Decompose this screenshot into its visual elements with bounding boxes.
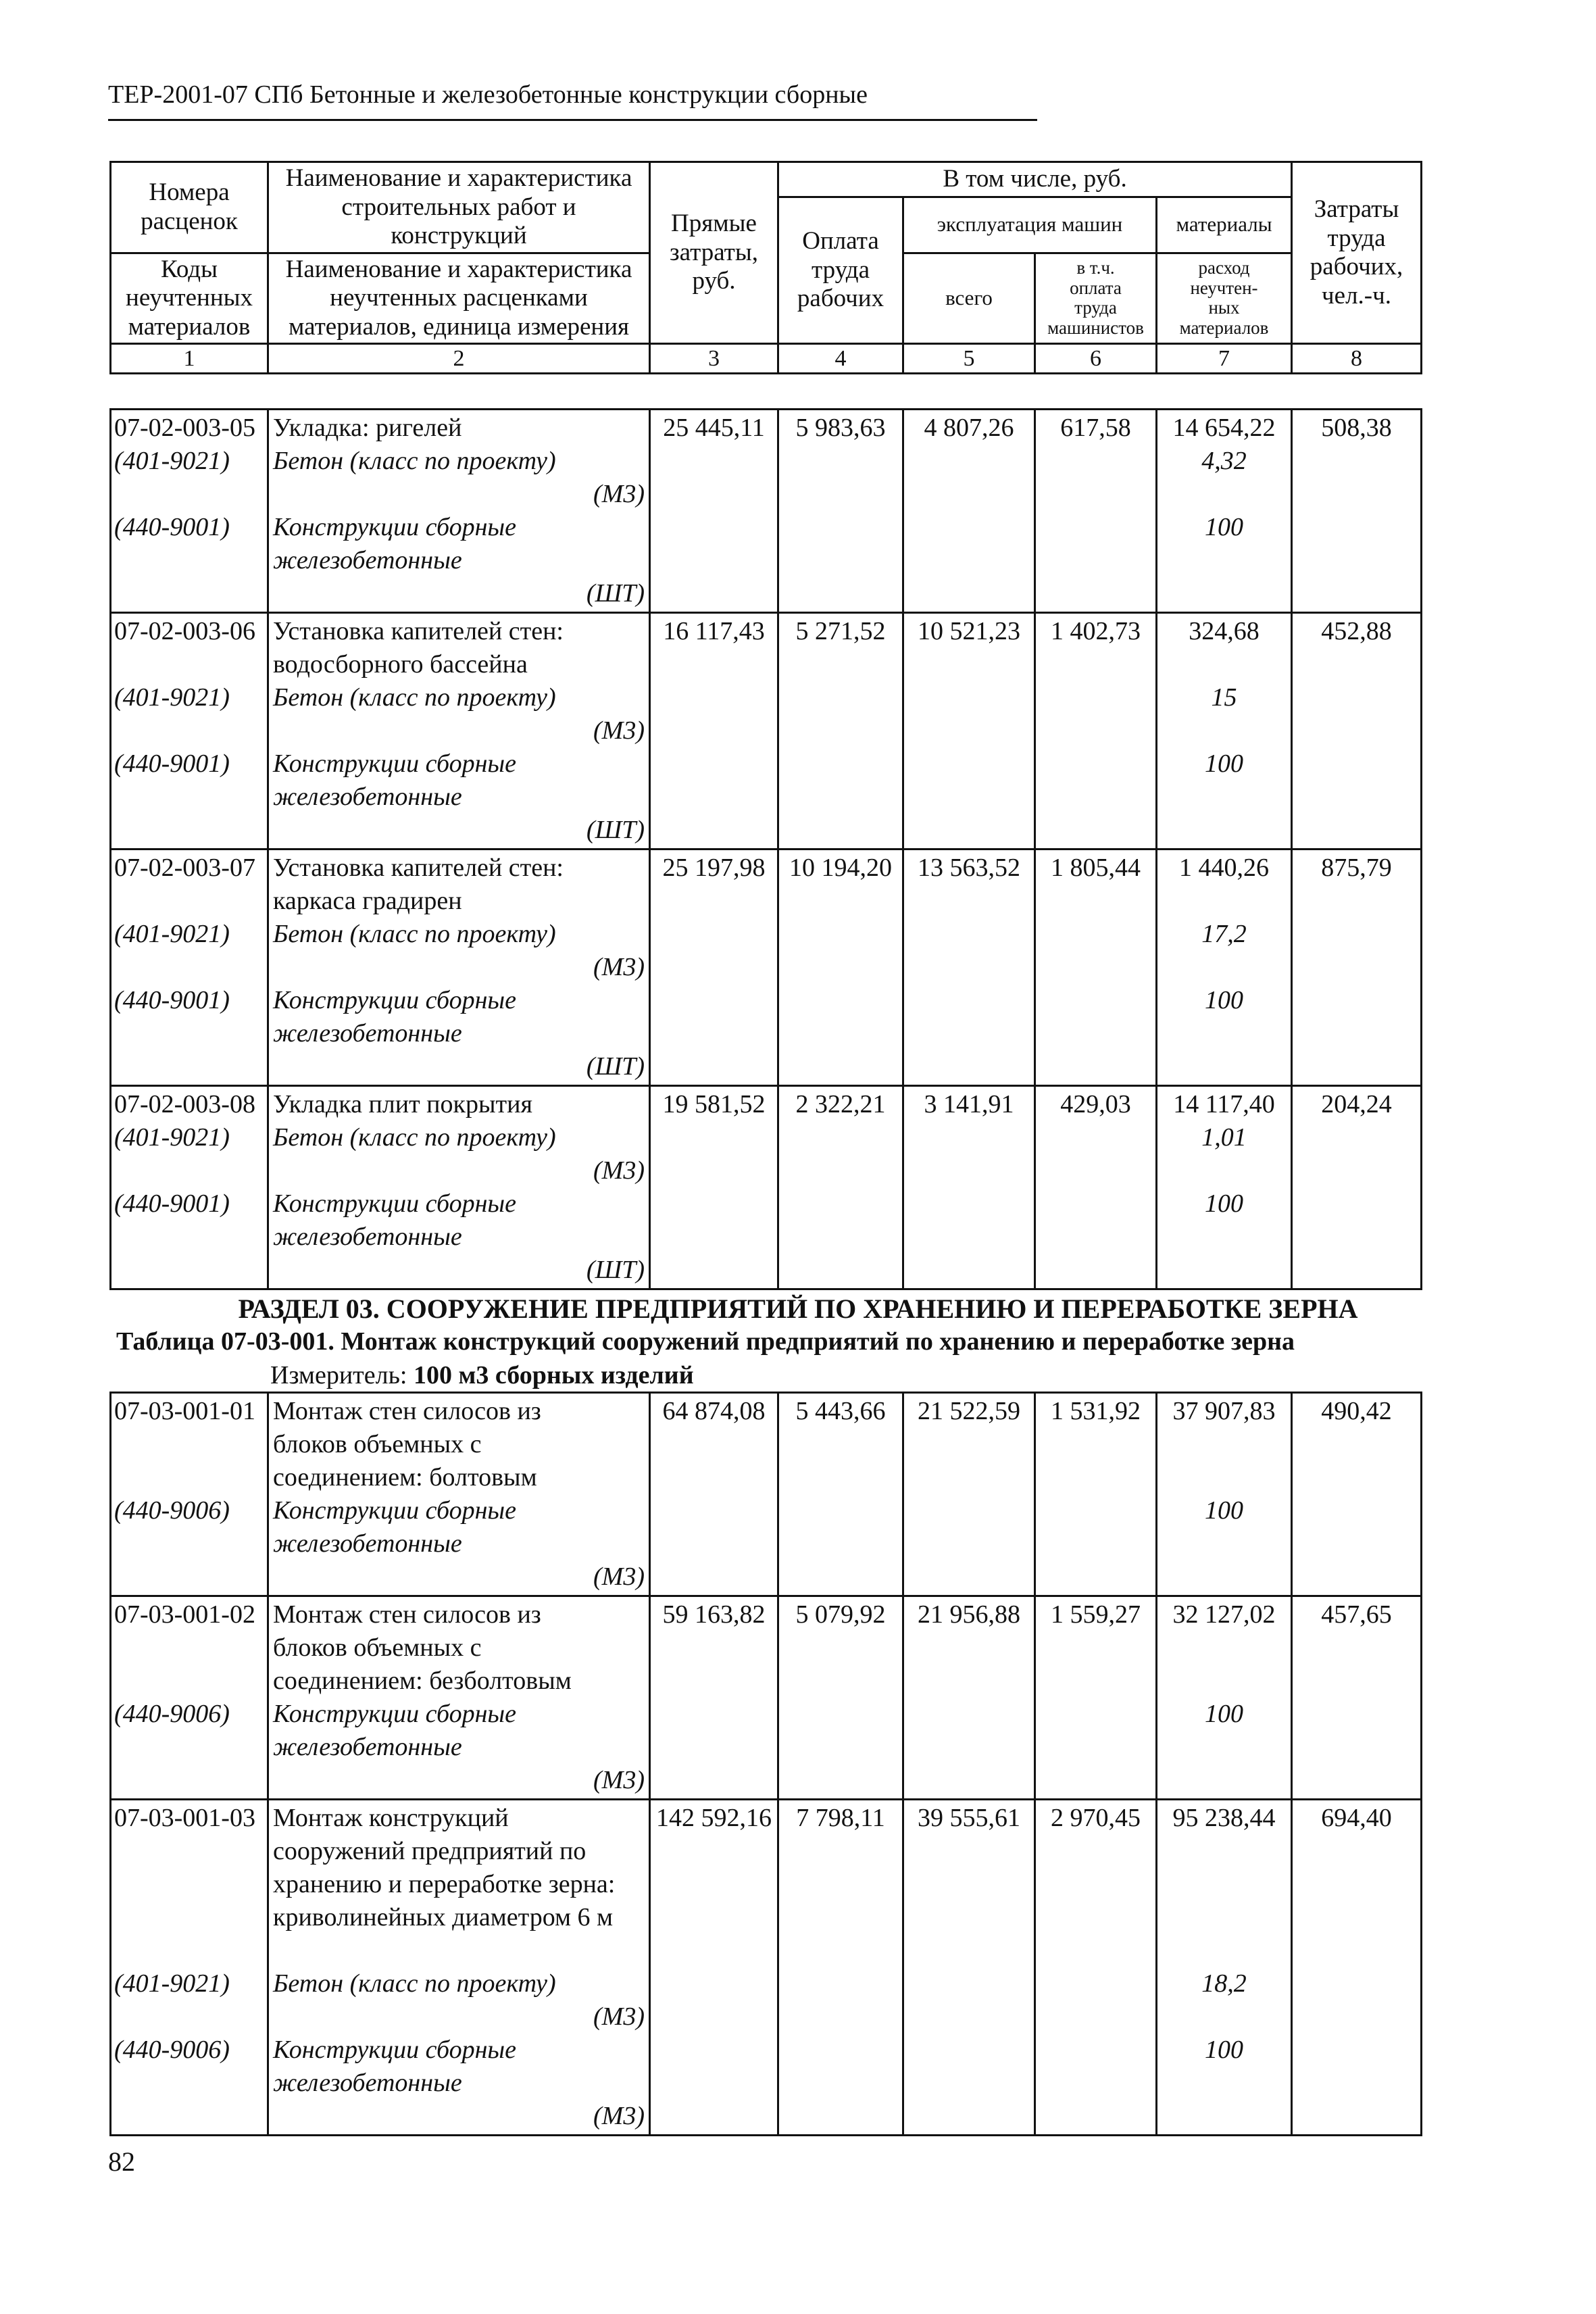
work-name-cell	[268, 410, 650, 613]
labor-cost: 875,79	[1321, 854, 1392, 882]
material-code: (440-9001)	[114, 513, 230, 541]
machines-group-header: эксплуатация машин	[903, 197, 1157, 253]
direct-costs: 16 117,43	[663, 617, 765, 645]
spacer	[1162, 1835, 1287, 1868]
spacer	[114, 814, 263, 847]
material-unit: (М3)	[593, 716, 645, 745]
materials-cell	[1157, 1596, 1292, 1800]
spacer	[114, 885, 263, 918]
direct-costs-cell	[650, 1086, 778, 1289]
material-consumption: 100	[1205, 513, 1243, 541]
work-name-line: Установка капителей стен:	[273, 854, 564, 882]
work-name-line: Укладка: ригелей	[273, 414, 462, 442]
direct-costs: 19 581,52	[662, 1090, 766, 1118]
table-title: Таблица 07-03-001. Монтаж конструкций сооружений предприятий по хранению и переработке зерна	[116, 1327, 1295, 1356]
material-consumption: 100	[1205, 2036, 1243, 2064]
work-name-line: блоков объемных с	[273, 1633, 482, 1662]
machines-cost-cell	[903, 1086, 1035, 1289]
machinist-wage-cell	[1035, 410, 1157, 613]
measure-line	[270, 1360, 694, 1390]
material-name-line: Бетон (класс по проекту)	[273, 683, 556, 712]
spacer	[1162, 1631, 1287, 1665]
machines-cost: 21 522,59	[918, 1397, 1020, 1425]
material-consumption: 100	[1205, 1189, 1243, 1218]
work-name-cell	[268, 850, 650, 1086]
spacer	[1162, 1461, 1287, 1494]
labor-cost-cell	[1292, 850, 1422, 1086]
table-row	[111, 613, 1422, 850]
material-unit: (ШТ)	[586, 1256, 645, 1284]
machines-cost: 13 563,52	[918, 854, 1020, 882]
wage-cost-cell	[778, 410, 903, 613]
material-name-line: Конструкции сборные	[273, 1700, 517, 1728]
machinist-wage: 617,58	[1060, 414, 1131, 442]
spacer	[273, 1934, 645, 1967]
labor-cost-cell	[1292, 1800, 1422, 2136]
material-unit: (М3)	[593, 1156, 645, 1185]
direct-costs: 59 163,82	[662, 1600, 766, 1629]
col-number-1: 1	[111, 344, 268, 374]
material-code: (440-9006)	[114, 2036, 230, 2064]
material-name-line: железобетонные	[273, 1529, 462, 1558]
rate-code-cell	[111, 613, 268, 850]
materials-cost: 1 440,26	[1179, 854, 1269, 882]
materials-cost: 32 127,02	[1172, 1600, 1276, 1629]
col-number-2: 2	[268, 344, 650, 374]
table-row	[111, 1086, 1422, 1289]
work-name-line: криволинейных диаметром 6 м	[273, 1903, 614, 1931]
work-name-line: Установка капителей стен:	[273, 617, 564, 645]
direct-costs-cell	[650, 1596, 778, 1800]
spacer	[114, 2067, 263, 2100]
materials-cell	[1157, 1393, 1292, 1596]
machinist-wage-cell	[1035, 1393, 1157, 1596]
spacer	[114, 2000, 263, 2034]
spacer	[1162, 2000, 1287, 2034]
material-name-line: Конструкции сборные	[273, 2036, 517, 2064]
material-name-line: железобетонные	[273, 546, 462, 574]
machinist-wage: 1 531,92	[1051, 1397, 1141, 1425]
rate-code: 07-02-003-07	[114, 854, 255, 882]
labor-cost: 508,38	[1321, 414, 1392, 442]
work-name-line: Монтаж стен силосов из	[273, 1600, 541, 1629]
col-number-7: 7	[1157, 344, 1292, 374]
direct-costs-cell	[650, 410, 778, 613]
material-unit: (М3)	[593, 1562, 645, 1591]
spacer	[114, 951, 263, 984]
spacer	[114, 544, 263, 577]
machines-cost-cell	[903, 1393, 1035, 1596]
work-name-line: Укладка плит покрытия	[273, 1090, 532, 1118]
spacer	[1162, 1050, 1287, 1083]
machines-cost-cell	[903, 1800, 1035, 2136]
labor-cost-cell	[1292, 1086, 1422, 1289]
work-name-line: блоков объемных с	[273, 1430, 482, 1458]
materials-group-header: материалы	[1157, 197, 1292, 253]
work-name-cell	[268, 613, 650, 850]
spacer	[114, 1017, 263, 1050]
material-consumption: 100	[1205, 1700, 1243, 1728]
material-name-line: Конструкции сборные	[273, 749, 517, 778]
rate-code: 07-02-003-08	[114, 1090, 255, 1118]
measure-label: Измеритель:	[270, 1361, 414, 1389]
col-rate-number-header: Номера расценок	[111, 162, 268, 253]
labor-cost-cell	[1292, 1596, 1422, 1800]
spacer	[1162, 478, 1287, 511]
work-name-line: Монтаж стен силосов из	[273, 1397, 541, 1425]
column-header-table	[109, 161, 1422, 374]
machinist-wage-cell	[1035, 1800, 1157, 2136]
work-name-cell	[268, 1086, 650, 1289]
spacer	[114, 2100, 263, 2133]
machinist-wage: 2 970,45	[1051, 1804, 1141, 1832]
machines-cost-cell	[903, 850, 1035, 1086]
labor-cost: 452,88	[1321, 617, 1392, 645]
machines-cost-cell	[903, 613, 1035, 850]
rate-code-cell	[111, 1800, 268, 2136]
col-number-6: 6	[1035, 344, 1157, 374]
spacer	[114, 577, 263, 610]
work-name-line: каркаса градирен	[273, 887, 462, 915]
material-code: (440-9006)	[114, 1700, 230, 1728]
material-name-line: Бетон (класс по проекту)	[273, 920, 556, 948]
spacer	[114, 1835, 263, 1868]
work-name-line: Монтаж конструкций	[273, 1804, 509, 1832]
page-header-title: ТЕР-2001-07 СПб Бетонные и железобетонные конструкции сборные	[108, 80, 868, 109]
material-consumption: 1,01	[1201, 1123, 1247, 1152]
labor-cost: 694,40	[1321, 1804, 1392, 1832]
machines-cost: 10 521,23	[918, 617, 1020, 645]
material-code: (401-9021)	[114, 1123, 230, 1152]
rate-code-cell	[111, 1596, 268, 1800]
material-name-line: железобетонные	[273, 1223, 462, 1251]
table-row	[111, 410, 1422, 613]
col-number-4: 4	[778, 344, 903, 374]
wage-cost: 10 194,20	[789, 854, 892, 882]
work-name-cell	[268, 1800, 650, 2136]
col-number-8: 8	[1292, 344, 1422, 374]
work-name-line: соединением: безболтовым	[273, 1667, 572, 1695]
spacer	[114, 714, 263, 747]
wage-cost-cell	[778, 1086, 903, 1289]
spacer	[1162, 1428, 1287, 1461]
work-name-line: хранению и переработке зерна:	[273, 1870, 616, 1898]
spacer	[114, 1461, 263, 1494]
col-machines-total-header: всего	[903, 253, 1035, 344]
rates-table-section-03	[109, 1392, 1422, 2136]
work-name-cell	[268, 1596, 650, 1800]
machinist-wage: 1 402,73	[1051, 617, 1141, 645]
spacer	[114, 478, 263, 511]
spacer	[1162, 1221, 1287, 1254]
material-unit: (М3)	[593, 2002, 645, 2031]
materials-cell	[1157, 613, 1292, 850]
table-row	[111, 850, 1422, 1086]
material-name-line: Конструкции сборные	[273, 1496, 517, 1525]
spacer	[1162, 2067, 1287, 2100]
work-name-line: водосборного бассейна	[273, 650, 528, 679]
spacer	[1162, 951, 1287, 984]
material-code: (440-9006)	[114, 1496, 230, 1525]
wage-cost-cell	[778, 1800, 903, 2136]
material-name-line: Конструкции сборные	[273, 986, 517, 1014]
machines-cost-cell	[903, 1596, 1035, 1800]
machines-cost: 21 956,88	[918, 1600, 1020, 1629]
material-code: (401-9021)	[114, 1969, 230, 1998]
material-unit: (М3)	[593, 1766, 645, 1794]
spacer	[114, 1868, 263, 1901]
materials-cost: 324,68	[1189, 617, 1260, 645]
rate-code-cell	[111, 1393, 268, 1596]
material-consumption: 100	[1205, 986, 1243, 1014]
section-title: РАЗДЕЛ 03. СООРУЖЕНИЕ ПРЕДПРИЯТИЙ ПО ХРАНЕНИЮ И ПЕРЕРАБОТКЕ ЗЕРНА	[238, 1294, 1358, 1324]
material-name-line: Бетон (класс по проекту)	[273, 1123, 556, 1152]
spacer	[1162, 1901, 1287, 1934]
col-number-5: 5	[903, 344, 1035, 374]
col-wage-header: Оплата труда рабочих	[778, 197, 903, 344]
machines-cost-cell	[903, 410, 1035, 613]
col-number-3: 3	[650, 344, 778, 374]
spacer	[1162, 2100, 1287, 2133]
materials-cost: 95 238,44	[1172, 1804, 1276, 1832]
materials-cell	[1157, 1800, 1292, 2136]
material-name-line: железобетонные	[273, 1733, 462, 1761]
machinist-wage-cell	[1035, 1596, 1157, 1800]
col-machinist-wage-header: в т.ч. оплата труда машинистов	[1035, 253, 1157, 344]
wage-cost-cell	[778, 613, 903, 850]
spacer	[1162, 1731, 1287, 1764]
materials-cell	[1157, 850, 1292, 1086]
measure-value: 100 м3 сборных изделий	[414, 1361, 694, 1389]
machinist-wage-cell	[1035, 1086, 1157, 1289]
spacer	[114, 1154, 263, 1187]
material-consumption: 100	[1205, 749, 1243, 778]
labor-cost: 457,65	[1321, 1600, 1392, 1629]
col-work-name-header: Наименование и характеристика строительных работ и конструкций	[268, 162, 650, 253]
col-direct-costs-header: Прямые затраты, руб.	[650, 162, 778, 344]
spacer	[114, 1221, 263, 1254]
direct-costs: 142 592,16	[656, 1804, 772, 1832]
wage-cost: 5 443,66	[795, 1397, 886, 1425]
material-name-line: железобетонные	[273, 1019, 462, 1048]
spacer	[1162, 1868, 1287, 1901]
material-code: (401-9021)	[114, 683, 230, 712]
spacer	[1162, 714, 1287, 747]
spacer	[114, 1901, 263, 1934]
rate-code: 07-02-003-05	[114, 414, 255, 442]
spacer	[1162, 1154, 1287, 1187]
labor-cost-cell	[1292, 410, 1422, 613]
machinist-wage: 1 805,44	[1051, 854, 1141, 882]
materials-cost: 37 907,83	[1172, 1397, 1276, 1425]
wage-cost: 7 798,11	[796, 1804, 885, 1832]
spacer	[114, 1764, 263, 1797]
rate-code: 07-03-001-03	[114, 1804, 255, 1832]
material-unit: (М3)	[593, 480, 645, 508]
labor-cost: 204,24	[1321, 1090, 1392, 1118]
page-number: 82	[108, 2146, 135, 2177]
spacer	[1162, 885, 1287, 918]
machinist-wage-cell	[1035, 613, 1157, 850]
work-name-line: сооружений предприятий по	[273, 1837, 587, 1865]
wage-cost: 2 322,21	[795, 1090, 886, 1118]
material-code: (440-9001)	[114, 1189, 230, 1218]
material-unit: (ШТ)	[586, 579, 645, 608]
direct-costs-cell	[650, 850, 778, 1086]
spacer	[1162, 577, 1287, 610]
material-consumption: 17,2	[1201, 920, 1247, 948]
spacer	[1162, 814, 1287, 847]
machinist-wage: 429,03	[1060, 1090, 1131, 1118]
direct-costs-cell	[650, 1393, 778, 1596]
spacer	[1162, 1254, 1287, 1287]
materials-cell	[1157, 410, 1292, 613]
table-row	[111, 1596, 1422, 1800]
material-consumption: 4,32	[1201, 447, 1247, 475]
spacer	[1162, 781, 1287, 814]
machines-cost: 4 807,26	[924, 414, 1014, 442]
direct-costs-cell	[650, 1800, 778, 2136]
header-rule	[108, 119, 1037, 121]
machinist-wage-cell	[1035, 850, 1157, 1086]
spacer	[1162, 1527, 1287, 1560]
table-row	[111, 1393, 1422, 1596]
group-including-header: В том числе, руб.	[778, 162, 1292, 197]
spacer	[114, 648, 263, 681]
wage-cost-cell	[778, 1393, 903, 1596]
material-name-line: Бетон (класс по проекту)	[273, 447, 556, 475]
col-labor-header: Затраты труда рабочих, чел.-ч.	[1292, 162, 1422, 344]
material-code: (401-9021)	[114, 447, 230, 475]
col-code-header: Коды неучтенных материалов	[111, 253, 268, 344]
spacer	[114, 1560, 263, 1594]
direct-costs: 25 445,11	[663, 414, 765, 442]
spacer	[1162, 1665, 1287, 1698]
material-name-line: железобетонные	[273, 783, 462, 811]
material-name-line: Бетон (класс по проекту)	[273, 1969, 556, 1998]
materials-cost: 14 654,22	[1172, 414, 1276, 442]
wage-cost-cell	[778, 1596, 903, 1800]
rate-code: 07-02-003-06	[114, 617, 255, 645]
work-name-line: соединением: болтовым	[273, 1463, 537, 1492]
spacer	[1162, 1764, 1287, 1797]
spacer	[114, 781, 263, 814]
table-row	[111, 1800, 1422, 2136]
material-name-line: Конструкции сборные	[273, 513, 517, 541]
labor-cost-cell	[1292, 1393, 1422, 1596]
machinist-wage: 1 559,27	[1051, 1600, 1141, 1629]
direct-costs-cell	[650, 613, 778, 850]
spacer	[114, 1934, 263, 1967]
rate-code: 07-03-001-02	[114, 1600, 255, 1629]
material-unit: (ШТ)	[586, 1052, 645, 1081]
wage-cost-cell	[778, 850, 903, 1086]
spacer	[1162, 1934, 1287, 1967]
rate-code-cell	[111, 1086, 268, 1289]
material-unit: (М3)	[593, 953, 645, 981]
material-code: (440-9001)	[114, 749, 230, 778]
material-consumption: 18,2	[1201, 1969, 1247, 1998]
spacer	[1162, 648, 1287, 681]
direct-costs: 25 197,98	[662, 854, 766, 882]
rate-code: 07-03-001-01	[114, 1397, 255, 1425]
labor-cost-cell	[1292, 613, 1422, 850]
wage-cost: 5 079,92	[795, 1600, 886, 1629]
spacer	[114, 1527, 263, 1560]
materials-cell	[1157, 1086, 1292, 1289]
labor-cost: 490,42	[1321, 1397, 1392, 1425]
spacer	[1162, 544, 1287, 577]
col-materials-consumption-header: расход неучтен- ных материалов	[1157, 253, 1292, 344]
work-name-cell	[268, 1393, 650, 1596]
material-unit: (М3)	[593, 2102, 645, 2130]
material-consumption: 100	[1205, 1496, 1243, 1525]
rate-code-cell	[111, 850, 268, 1086]
material-code: (440-9001)	[114, 986, 230, 1014]
spacer	[114, 1254, 263, 1287]
spacer	[114, 1631, 263, 1665]
rates-table-section-02	[109, 408, 1422, 1290]
material-name-line: железобетонные	[273, 2069, 462, 2097]
rate-code-cell	[111, 410, 268, 613]
wage-cost: 5 983,63	[795, 414, 886, 442]
spacer	[1162, 1560, 1287, 1594]
material-consumption: 15	[1211, 683, 1237, 712]
spacer	[1162, 1017, 1287, 1050]
spacer	[114, 1731, 263, 1764]
machines-cost: 39 555,61	[918, 1804, 1020, 1832]
col-material-name-header: Наименование и характеристика неучтенных расценками материалов, единица измерения	[268, 253, 650, 344]
materials-cost: 14 117,40	[1173, 1090, 1275, 1118]
direct-costs: 64 874,08	[662, 1397, 766, 1425]
material-code: (401-9021)	[114, 920, 230, 948]
machines-cost: 3 141,91	[924, 1090, 1014, 1118]
wage-cost: 5 271,52	[795, 617, 886, 645]
material-unit: (ШТ)	[586, 816, 645, 844]
spacer	[114, 1050, 263, 1083]
spacer	[114, 1665, 263, 1698]
spacer	[114, 1428, 263, 1461]
material-name-line: Конструкции сборные	[273, 1189, 517, 1218]
